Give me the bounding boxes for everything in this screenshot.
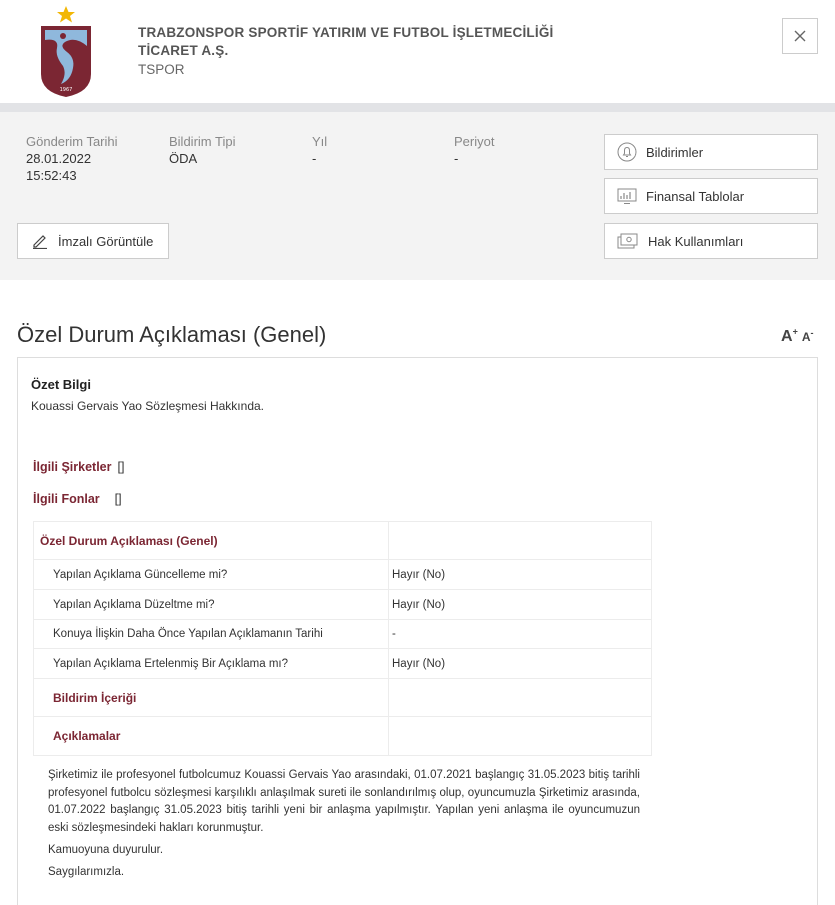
close-icon (794, 30, 806, 42)
periyot-value: - (454, 151, 459, 166)
ilgili-sirketler-value: [] (117, 460, 125, 474)
aciklamalar-cell: Açıklamalar (34, 717, 389, 756)
yil-label: Yıl (312, 134, 328, 149)
gonderim-label: Gönderim Tarihi (26, 134, 118, 149)
bildirimler-button[interactable] (604, 134, 818, 170)
yil-value: - (312, 151, 317, 166)
bell-icon (617, 142, 637, 162)
ilgili-fonlar[interactable] (33, 492, 122, 506)
table-section-row (34, 522, 652, 560)
bildirim-icerigi-cell: Bildirim İçeriği (34, 679, 389, 717)
imzali-goruntule-button[interactable] (17, 223, 169, 259)
hak-label: Hak Kullanımları (648, 233, 744, 249)
table-section-row (34, 717, 652, 756)
table-row (34, 649, 652, 679)
gonderim-time: 15:52:43 (26, 168, 77, 183)
bildirim-tipi (169, 134, 235, 167)
close-button[interactable] (782, 18, 818, 54)
row-label: Konuya İlişkin Daha Önce Yapılan Açıklamanın Tarihi (34, 620, 389, 649)
imzali-label: İmzalı Görüntüle (58, 233, 154, 249)
page-title: Özel Durum Açıklaması (Genel) (17, 322, 327, 347)
font-increase-button[interactable]: A+ (781, 327, 798, 346)
disclosure-meta-panel (0, 112, 835, 280)
company-name-line2: TİCARET A.Ş. (138, 43, 229, 58)
table-section-row (34, 679, 652, 717)
monitor-chart-icon (617, 187, 637, 205)
ozet-bilgi-title: Özet Bilgi (31, 377, 91, 392)
company-name-line1: TRABZONSPOR SPORTİF YATIRIM VE FUTBOL İŞLETMECİLİĞİ (138, 25, 554, 40)
tip-value: ÖDA (169, 151, 198, 166)
table-header-cell: Özel Durum Açıklaması (Genel) (34, 522, 389, 560)
trabzonspor-logo (37, 6, 97, 98)
periyot-label: Periyot (454, 134, 495, 149)
row-value: Hayır (No) (389, 649, 652, 679)
row-value: Hayır (No) (389, 590, 652, 620)
ilgili-fonlar-value: [] (114, 492, 122, 506)
row-value: Hayır (No) (389, 560, 652, 590)
ozet-bilgi-text: Kouassi Gervais Yao Sözleşmesi Hakkında. (31, 399, 264, 413)
company-code: TSPOR (138, 62, 185, 77)
font-decrease-button[interactable]: A- (801, 328, 814, 345)
body-paragraph: Kamuoyuna duyurulur. (48, 843, 164, 856)
gonderim-tarihi (26, 134, 118, 184)
ilgili-fonlar-label: İlgili Fonlar (33, 492, 100, 506)
body-paragraph: Saygılarımızla. (48, 865, 125, 878)
row-label: Yapılan Açıklama Güncelleme mi? (34, 560, 389, 590)
disclosure-header (0, 0, 835, 103)
gonderim-date: 28.01.2022 (26, 151, 92, 166)
header-divider (0, 103, 835, 112)
ilgili-sirketler-label: İlgili Şirketler (33, 460, 112, 474)
finansal-label: Finansal Tablolar (646, 188, 745, 204)
table-row (34, 590, 652, 620)
tip-label: Bildirim Tipi (169, 134, 236, 149)
body-paragraph: Şirketimiz ile profesyonel futbolcumuz Kouassi Gervais Yao arasındaki, 01.07.2021 başlangıç 31.05.2023 bitiş tarihli profesyonel futbolcu sözleşmesi karşılıklı anlaşılmak sureti ile sonlandırılmış olup, oyuncumuzla Şirketimiz arasında, 01.07.2022 başlangıç 31.05.2023 bitiş tarihli yeni bir anlaşma yapılmıştır. Yapılan yeni anlaşma ile oyuncumuzun eski sözleşmesindeki hakları korunmuştur. (48, 769, 640, 834)
row-label: Yapılan Açıklama Düzeltme mi? (34, 590, 389, 620)
disclosure-table (33, 521, 652, 756)
row-label: Yapılan Açıklama Ertelenmiş Bir Açıklama mı? (34, 649, 389, 679)
ilgili-sirketler[interactable] (33, 460, 124, 474)
hak-kullanimlari-button[interactable] (604, 223, 818, 259)
row-value: - (389, 620, 652, 649)
table-row (34, 560, 652, 590)
logo-year: 1967 (59, 87, 73, 93)
bildirimler-label: Bildirimler (646, 144, 704, 160)
company-info (138, 24, 698, 77)
disclosure-body (48, 767, 640, 886)
periyot (454, 134, 494, 167)
table-row (34, 620, 652, 649)
pen-icon (32, 233, 48, 249)
font-size-controls (781, 327, 814, 346)
banknotes-icon (617, 232, 639, 250)
finansal-tablolar-button[interactable] (604, 178, 818, 214)
yil (312, 134, 327, 167)
